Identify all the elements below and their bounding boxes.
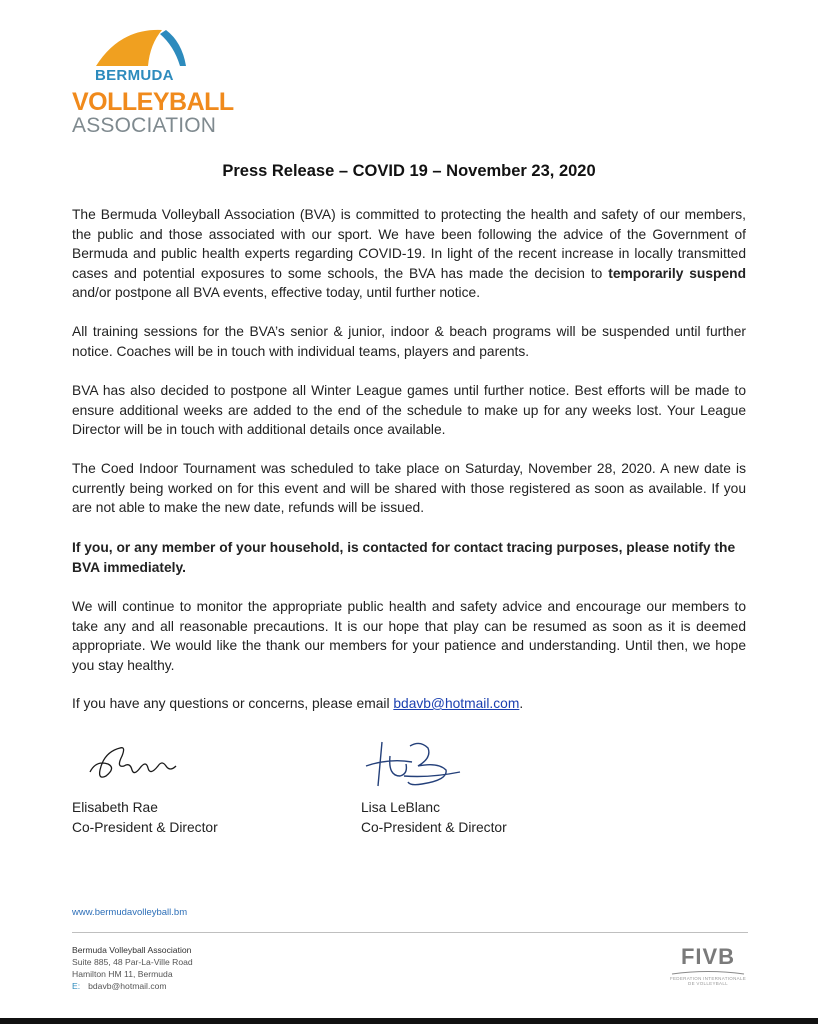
temporarily-suspend-emphasis: temporarily suspend: [608, 265, 746, 281]
questions-text: If you have any questions or concerns, please email: [72, 696, 394, 711]
website-link[interactable]: www.bermudavolleyball.bm: [72, 907, 188, 918]
logo-bermuda-text: BERMUDA: [95, 67, 174, 84]
bva-logo: [70, 24, 234, 140]
signature-elisabeth-rae: [86, 740, 196, 782]
fivb-logo: [668, 944, 748, 990]
logo-association-text: ASSOCIATION: [72, 114, 217, 137]
footer-email-line: [72, 980, 193, 992]
paragraph-commitment: [72, 205, 746, 303]
fivb-logo-subtitle: FEDERATION INTERNATIONALE DE VOLLEYBALL: [669, 976, 747, 986]
paragraph-coed-tournament: The Coed Indoor Tournament was scheduled to take place on Saturday, November 28, 2020. A new date is currently being worked on for this event and will be shared with those registered as soon as available. If you are not able to make the new date, refunds will be issued.: [72, 461, 746, 516]
email-link[interactable]: bdavb@hotmail.com: [393, 696, 520, 711]
signer-block-leblanc: [361, 798, 507, 838]
footer-email: bdavb@hotmail.com: [88, 981, 167, 991]
signer-block-rae: [72, 798, 218, 838]
paragraph-winter-league: BVA has also decided to postpone all Winter League games until further notice. Best efforts will be made to ensure additional weeks are added to the end of the schedule to make up for any weeks lost. Your League Director will be in touch with additional details once available.: [72, 383, 746, 438]
signer-name: Lisa LeBlanc: [361, 800, 441, 815]
page-title: Press Release – COVID 19 – November 23, 2020: [222, 162, 596, 180]
bottom-edge-bar: [0, 1018, 818, 1024]
footer-org-name: Bermuda Volleyball Association: [72, 945, 192, 955]
fivb-logo-text: FIVB: [680, 944, 736, 969]
footer-email-label: E:: [72, 981, 81, 991]
footer-divider: [72, 932, 748, 933]
signer-name: Elisabeth Rae: [72, 800, 158, 815]
footer-address-line1: Suite 885, 48 Par-La-Ville Road: [72, 957, 193, 967]
signer-role: Co-President & Director: [72, 820, 218, 835]
paragraph-contact-tracing: If you, or any member of your household, is contacted for contact tracing purposes, please notify the BVA immediately.: [72, 540, 736, 575]
paragraph-commitment-text: The Bermuda Volleyball Association (BVA) is committed to protecting the health and safety of our members, the public and those associated with our sport. We have been following the advice of the Government of Bermuda and public health experts regarding COVID-19. In light of the recent increase in locally transmitted cases and potential exposures to some schools, the BVA has made the decision to: [72, 207, 746, 281]
paragraph-commitment-end: and/or postpone all BVA events, effective today, until further notice.: [72, 285, 481, 301]
footer-address-line2: Hamilton HM 11, Bermuda: [72, 969, 173, 979]
paragraph-questions: [72, 694, 746, 714]
logo-volleyball-text: VOLLEYBALL: [72, 88, 234, 116]
signature-lisa-leblanc: [360, 736, 470, 796]
paragraph-monitoring: We will continue to monitor the appropriate public health and safety advice and encourage our members to take any and all reasonable precautions. It is our hope that play can be resumed as soon as it is deemed appropriate. We would like the thank our members for your patience and understanding. Until then, we hope you stay healthy.: [72, 599, 746, 673]
questions-end: .: [519, 696, 524, 711]
footer-address: [72, 944, 193, 992]
signer-role: Co-President & Director: [361, 820, 507, 835]
paragraph-training: All training sessions for the BVA’s senior & junior, indoor & beach programs will be suspended until further notice. Coaches will be in touch with individual teams, players and parents.: [72, 324, 746, 359]
